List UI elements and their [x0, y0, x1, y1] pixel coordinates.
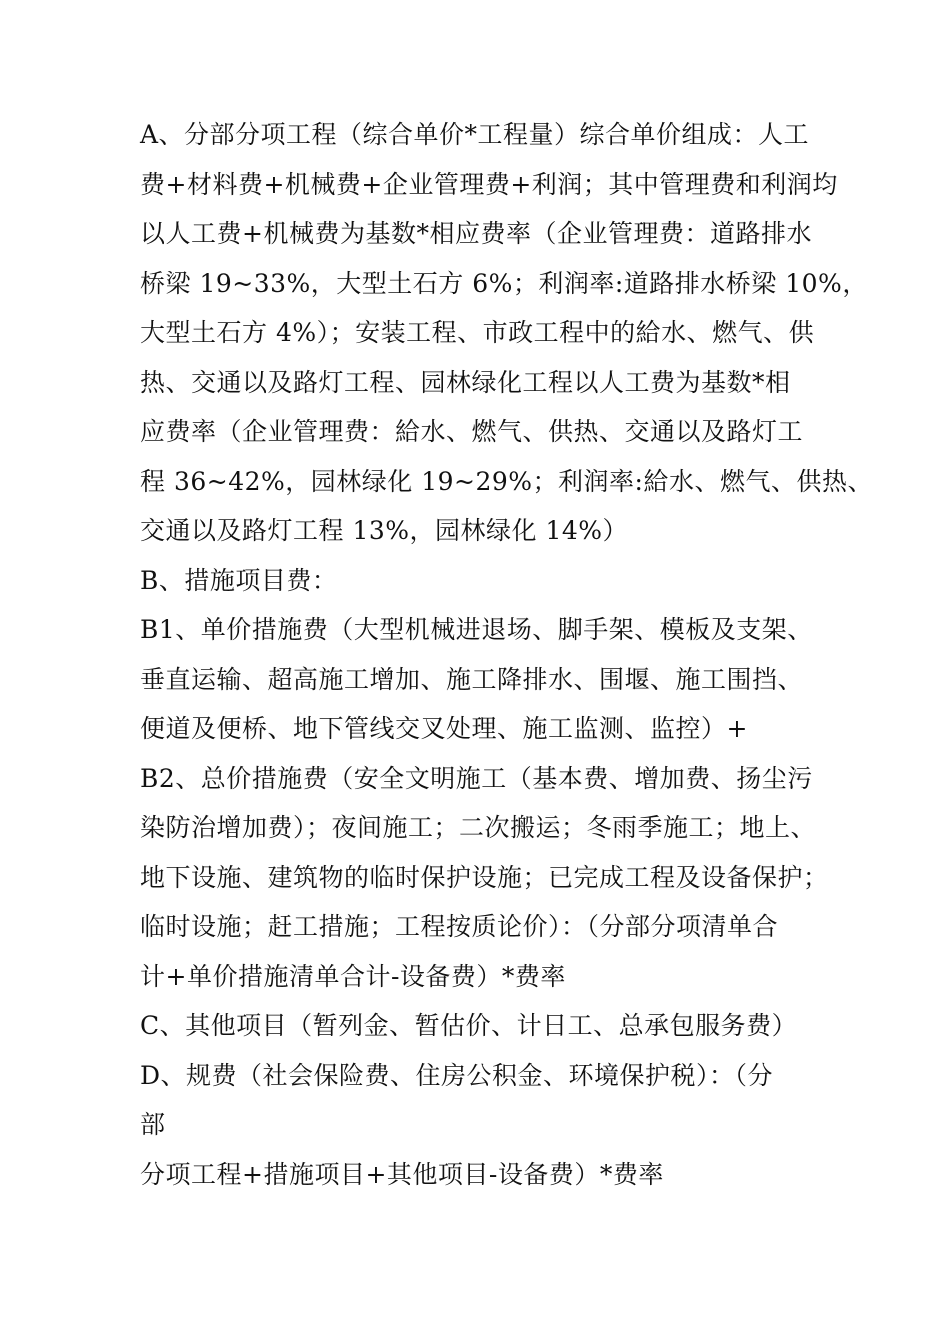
text-line: 染防治增加费）；夜间施工；二次搬运；冬雨季施工；地上、	[140, 813, 817, 842]
text-line: 临时设施；赶工措施；工程按质论价）：（分部分项清单合	[140, 912, 779, 941]
text-line: A、分部分项工程（综合单价*工程量）综合单价组成：人工	[140, 120, 810, 149]
text-line: 分项工程+措施项目+其他项目-设备费）*费率	[140, 1159, 664, 1189]
text-line: B1、单价措施费（大型机械进退场、脚手架、模板及支架、	[140, 615, 813, 644]
section-heading-d: D、规费（社会保险费、住房公积金、环境保护税）：（分	[140, 1060, 774, 1090]
text-line: 部	[140, 1110, 166, 1139]
text-line: B2、总价措施费（安全文明施工（基本费、增加费、扬尘污	[140, 763, 813, 793]
text-line: 便道及便桥、地下管线交叉处理、施工监测、监控）+	[140, 714, 748, 743]
text-line: 交通以及路灯工程 13%，园林绿化 14%）	[140, 516, 629, 545]
text-line: 垂直运输、超高施工增加、施工降排水、围堰、施工围挡、	[140, 664, 804, 694]
section-heading-c: C、其他项目（暂列金、暂估价、计日工、总承包服务费）	[140, 1011, 798, 1040]
text-line: 地下设施、建筑物的临时保护设施；已完成工程及设备保护；	[140, 862, 829, 892]
text-line: 桥梁 19~33%，大型土石方 6%；利润率:道路排水桥梁 10%，	[140, 268, 868, 298]
text-line: 应费率（企业管理费：給水、燃气、供热、交通以及路灯工	[140, 417, 804, 446]
text-line: 大型土石方 4%）；安装工程、市政工程中的給水、燃气、供	[140, 318, 815, 347]
text-line: 计+单价措施清单合计-设备费）*费率	[140, 961, 566, 991]
text-line: 以人工费+机械费为基数*相应费率（企业管理费：道路排水	[140, 219, 812, 248]
section-heading-b: B、措施项目费：	[140, 565, 338, 595]
text-line: 程 36~42%，园林绿化 19~29%；利润率:給水、燃气、供热、	[140, 466, 873, 496]
document-body	[140, 110, 873, 1199]
text-line: 费+材料费+机械费+企业管理费+利润；其中管理费和利润均	[140, 169, 838, 199]
text-line: 热、交通以及路灯工程、园林绿化工程以人工费为基数*相	[140, 367, 791, 397]
